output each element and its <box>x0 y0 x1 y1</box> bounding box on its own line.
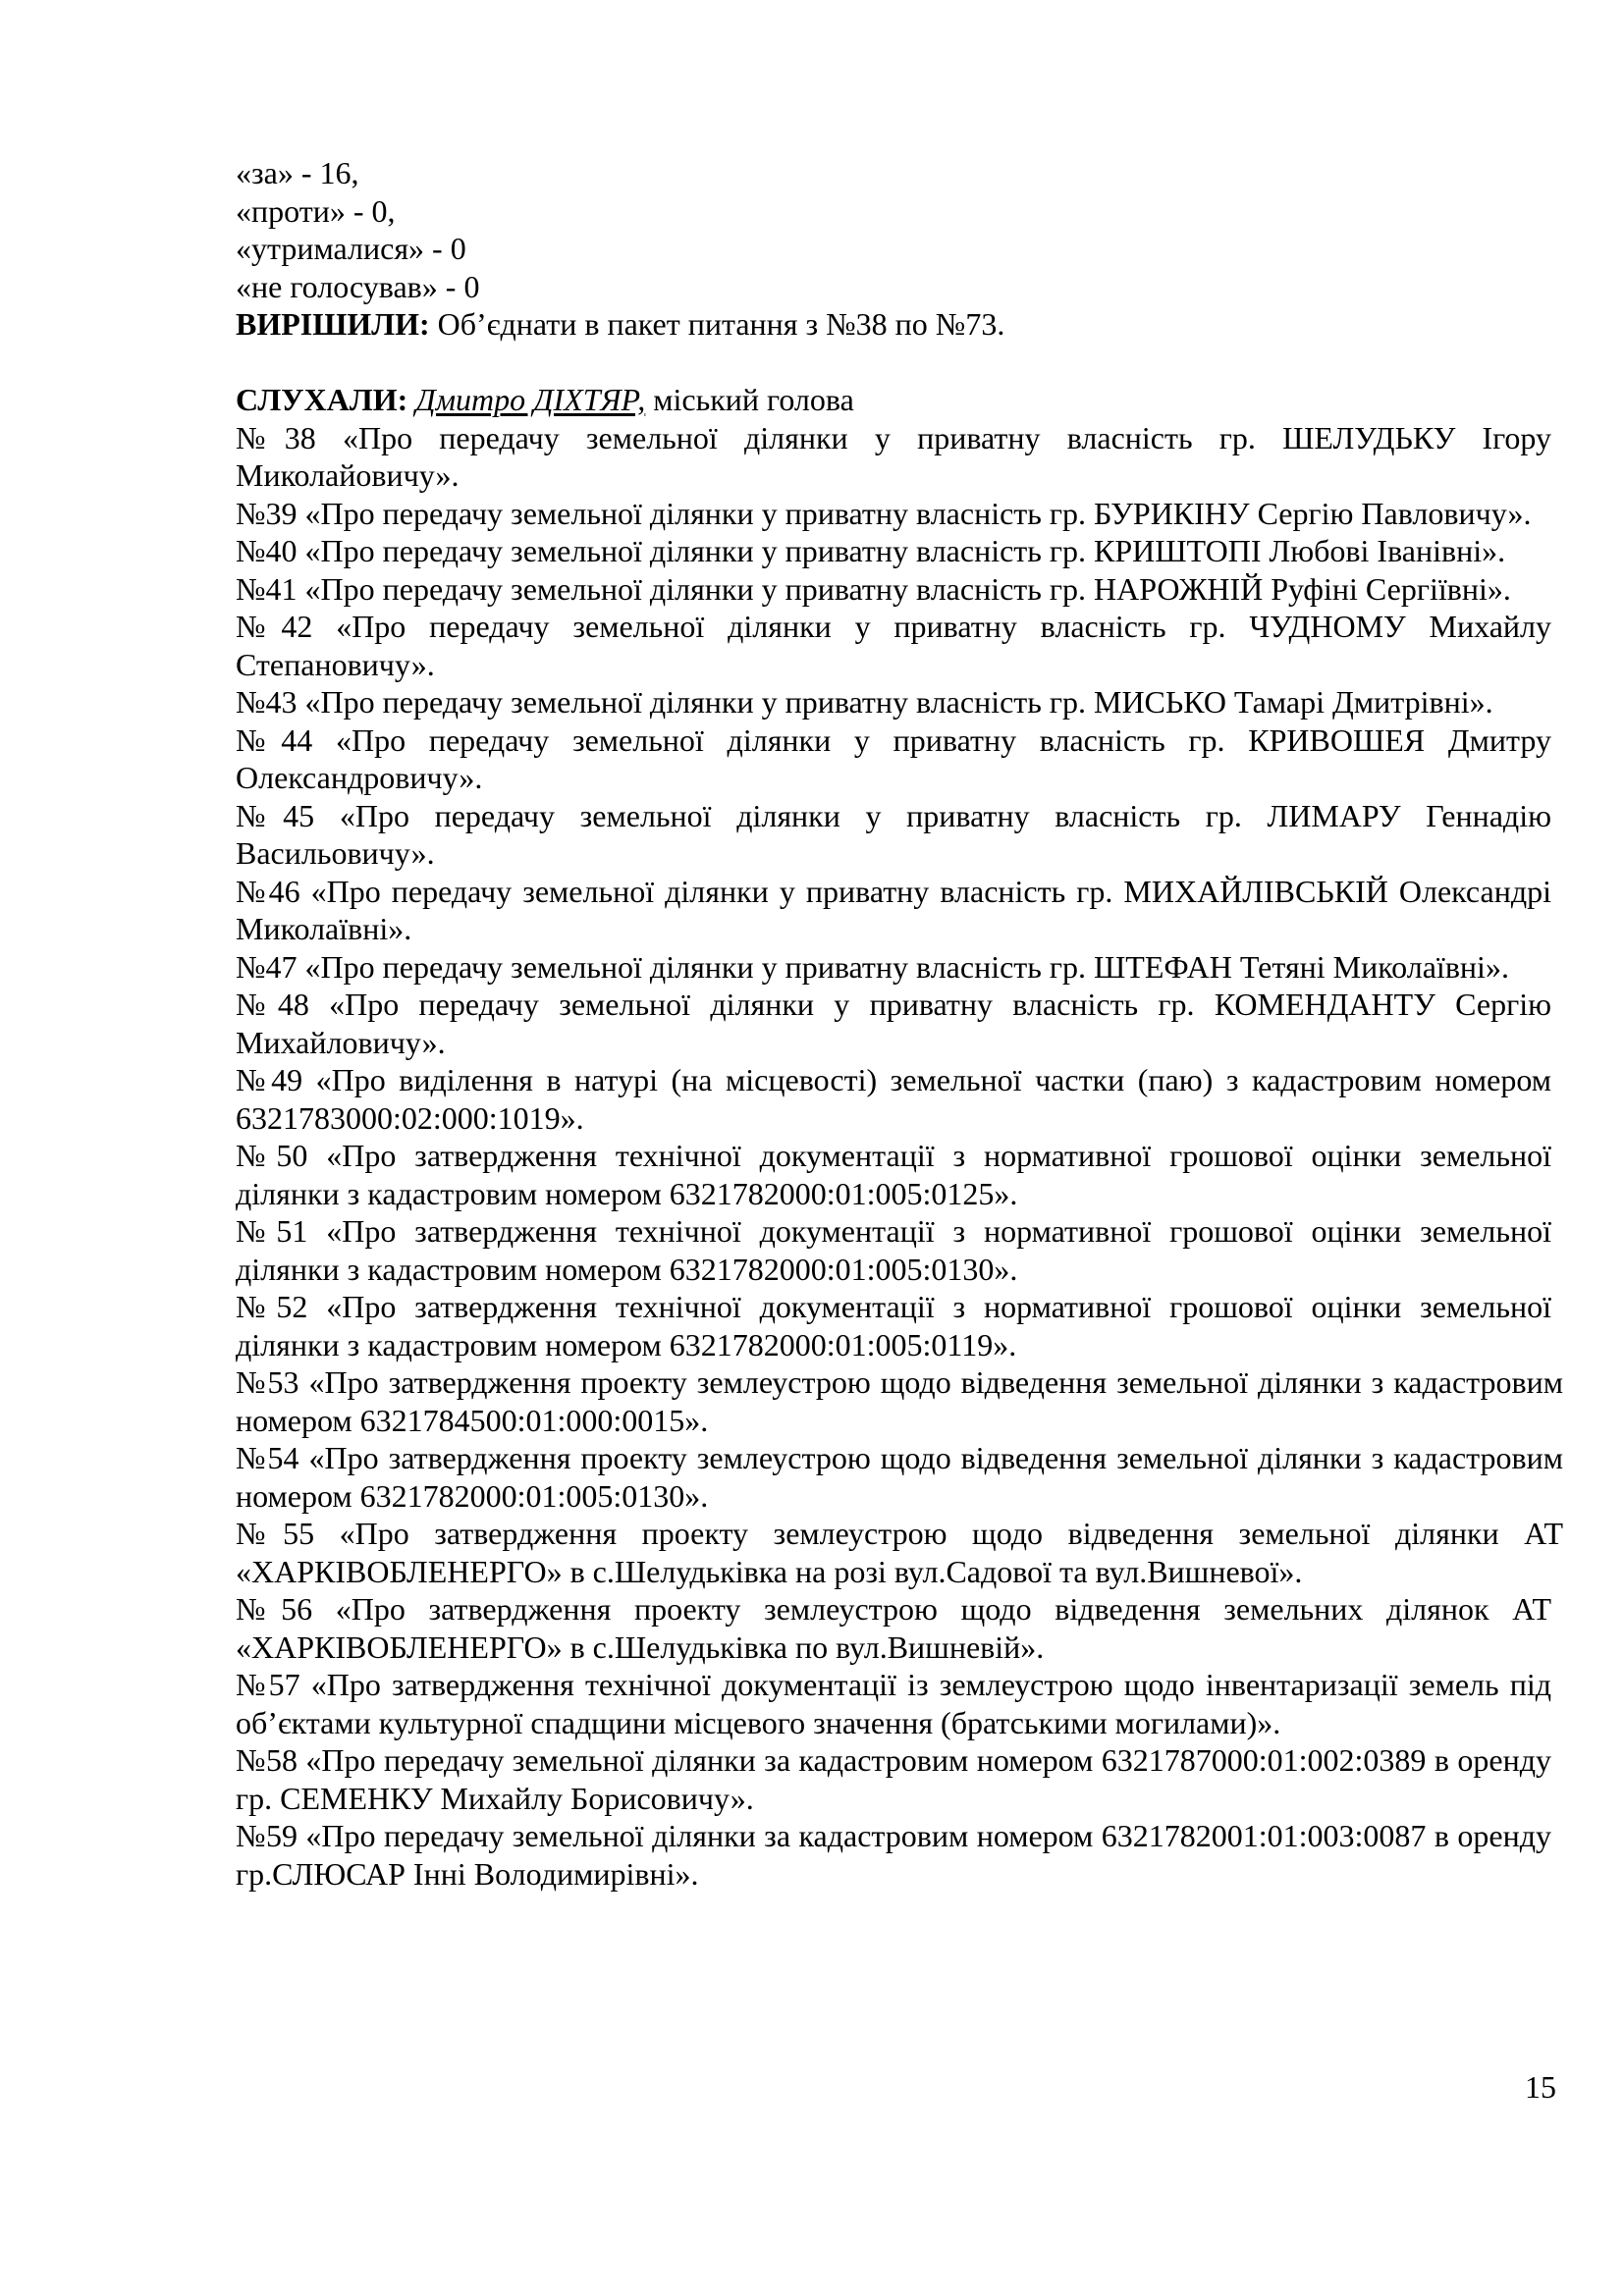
decision-text: Об’єднати в пакет питання з №38 по №73. <box>429 306 1005 342</box>
paragraph-gap <box>236 344 1551 382</box>
agenda-item-50: №50 «Про затвердження технічної документації з нормативної грошової оцінки земельної ділянки з кадастровим номером 6321782000:01:005:0125». <box>236 1138 1551 1211</box>
vote-against: «проти» - 0, <box>236 192 396 229</box>
agenda-item-42: №42 «Про передачу земельної ділянки у приватну власність гр. ЧУДНОМУ Михайлу Степановичу». <box>236 609 1551 682</box>
agenda-item-45: №45 «Про передачу земельної ділянки у приватну власність гр. ЛИМАРУ Геннадію Васильовичу». <box>236 797 1551 871</box>
agenda-item-53: №53 «Про затвердження проекту землеустрою щодо відведення земельної ділянки з кадастровим номером 6321784500:01:000:0015». <box>236 1364 1563 1438</box>
document-body <box>236 154 1563 1893</box>
agenda-item-41: №41 «Про передачу земельної ділянки у приватну власність гр. НАРОЖНІЙ Руфіні Сергіївні». <box>236 570 1511 607</box>
heard-paragraph <box>236 381 1551 419</box>
speaker-name: Дмитро ДІХТЯР, <box>415 382 646 417</box>
agenda-item-48: №48 «Про передачу земельної ділянки у приватну власність гр. КОМЕНДАНТУ Сергію Михайловичу». <box>236 987 1551 1060</box>
vote-not-voted: «не голосував» - 0 <box>236 268 480 304</box>
agenda-item-55: №55 «Про затвердження проекту землеустрою щодо відведення земельної ділянки АТ «ХАРКІВОБЛЕНЕРГО» в с.Шелудьківка на розі вул.Садової та вул.Вишневої». <box>236 1516 1563 1589</box>
agenda-item-43: №43 «Про передачу земельної ділянки у приватну власність гр. МИСЬКО Тамарі Дмитрівні». <box>236 684 1493 720</box>
agenda-item-56: №56 «Про затвердження проекту землеустрою щодо відведення земельних ділянок АТ «ХАРКІВОБЛЕНЕРГО» в с.Шелудьківка по вул.Вишневій». <box>236 1591 1551 1665</box>
agenda-item-59: №59 «Про передачу земельної ділянки за кадастровим номером 6321782001:01:003:0087 в оренду гр.СЛЮСАР Інні Володимирівні». <box>236 1818 1551 1892</box>
agenda-item-52: №52 «Про затвердження технічної документації з нормативної грошової оцінки земельної ділянки з кадастровим номером 6321782000:01:005:0119». <box>236 1289 1551 1362</box>
decision-label: ВИРІШИЛИ: <box>236 306 430 342</box>
agenda-item-40: №40 «Про передачу земельної ділянки у приватну власність гр. КРИШТОПІ Любові Іванівні». <box>236 533 1506 568</box>
speaker-role: міський голова <box>645 382 854 417</box>
agenda-item-39: №39 «Про передачу земельної ділянки у приватну власність гр. БУРИКІНУ Сергію Павловичу». <box>236 495 1532 531</box>
decision-paragraph <box>236 305 1551 344</box>
agenda-item-47: №47 «Про передачу земельної ділянки у приватну власність гр. ШТЕФАН Тетяні Миколаївні». <box>236 948 1509 985</box>
agenda-item-38: №38 «Про передачу земельної ділянки у приватну власність гр. ШЕЛУДЬКУ Ігору Миколайовичу». <box>236 419 1551 493</box>
agenda-item-46: №46 «Про передачу земельної ділянки у приватну власність гр. МИХАЙЛІВСЬКІЙ Олександрі Миколаївні». <box>236 873 1551 946</box>
agenda-item-58: №58 «Про передачу земельної ділянки за кадастровим номером 6321787000:01:002:0389 в оренду гр. СЕМЕНКУ Михайлу Борисовичу». <box>236 1742 1551 1816</box>
agenda-item-44: №44 «Про передачу земельної ділянки у приватну власність гр. КРИВОШЕЯ Дмитру Олександровичу». <box>236 721 1551 795</box>
page-number: 15 <box>1525 2069 1556 2105</box>
agenda-item-54: №54 «Про затвердження проекту землеустрою щодо відведення земельної ділянки з кадастровим номером 6321782000:01:005:0130». <box>236 1440 1563 1514</box>
heard-label: СЛУХАЛИ: <box>236 382 408 417</box>
agenda-item-49: №49 «Про виділення в натурі (на місцевості) земельної частки (паю) з кадастровим номером 6321783000:02:000:1019». <box>236 1062 1551 1136</box>
agenda-item-57: №57 «Про затвердження технічної документації із землеустрою щодо інвентаризації земель під об’єктами культурної спадщини місцевого значення (братськими могилами)». <box>236 1667 1551 1740</box>
vote-abstained: «утрималися» - 0 <box>236 231 466 266</box>
vote-for: «за» - 16, <box>236 155 359 190</box>
agenda-item-51: №51 «Про затвердження технічної документації з нормативної грошової оцінки земельної ділянки з кадастровим номером 6321782000:01:005:0130». <box>236 1213 1551 1287</box>
